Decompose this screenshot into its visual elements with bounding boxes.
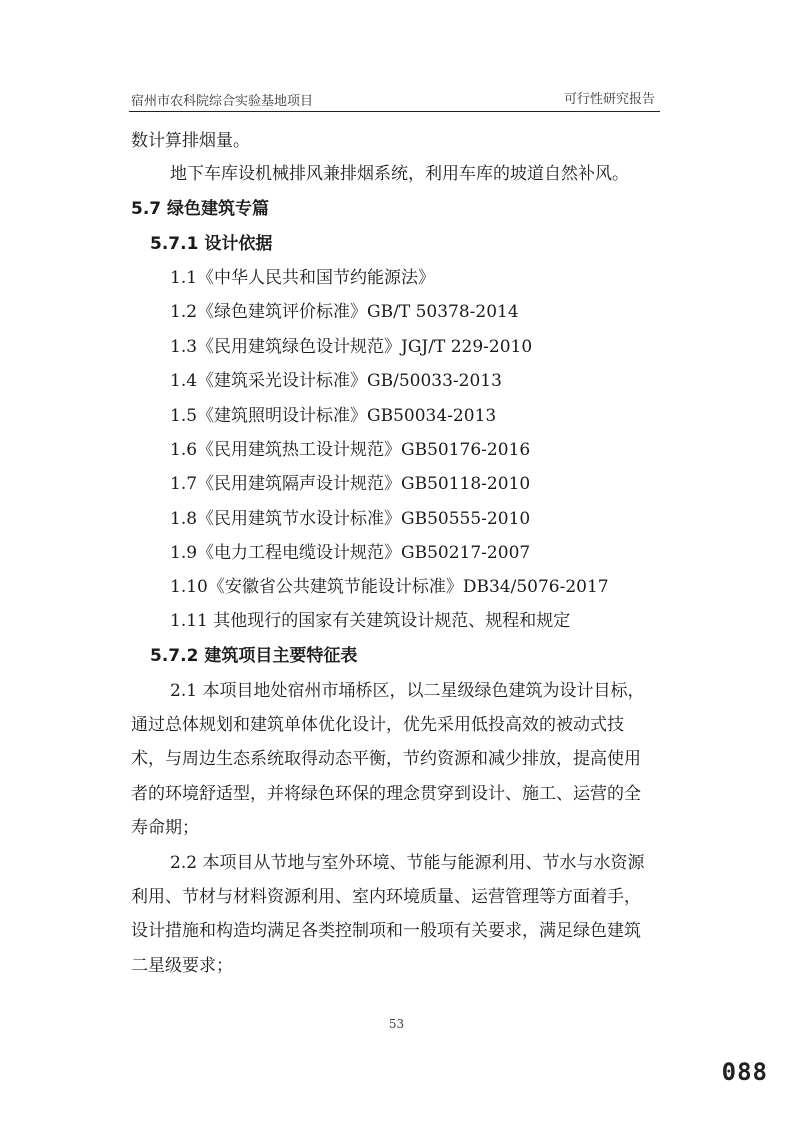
list-item: 1.11 其他现行的国家有关建筑设计规范、规程和规定	[170, 611, 571, 631]
list-item: 1.3《民用建筑绿色设计规范》JGJ/T 229-2010	[170, 337, 533, 357]
paragraph-line: 术，与周边生态系统取得动态平衡，节约资源和减少排放，提高使用	[131, 749, 641, 769]
list-item: 1.6《民用建筑热工设计规范》GB50176-2016	[170, 440, 531, 460]
paragraph-line: 者的环境舒适型，并将绿色环保的理念贯穿到设计、施工、运营的全	[131, 784, 641, 804]
list-item: 1.9《电力工程电缆设计规范》GB50217-2007	[170, 543, 531, 563]
subsection-heading: 5.7.1 设计依据	[150, 234, 273, 254]
list-item: 1.10《安徽省公共建筑节能设计标准》DB34/5076-2017	[170, 577, 609, 597]
paragraph-line: 2.1 本项目地处宿州市埇桥区，以二星级绿色建筑为设计目标，	[170, 681, 645, 701]
text-line: 数计算排烟量。	[131, 131, 250, 151]
list-item: 1.2《绿色建筑评价标准》GB/T 50378-2014	[170, 302, 519, 322]
paragraph-line: 寿命期；	[131, 818, 199, 838]
paragraph-line: 二星级要求；	[131, 956, 233, 976]
list-item: 1.5《建筑照明设计标准》GB50034-2013	[170, 406, 497, 426]
list-item: 1.4《建筑采光设计标准》GB/50033-2013	[170, 371, 502, 391]
header-project-title: 宿州市农科院综合实验基地项目	[131, 94, 314, 109]
list-item: 1.1《中华人民共和国节约能源法》	[170, 268, 436, 288]
page-stamp-number: 088	[721, 1058, 768, 1086]
paragraph-line: 利用、节材与材料资源利用、室内环境质量、运营管理等方面着手，	[131, 887, 641, 907]
paragraph-line: 设计措施和构造均满足各类控制项和一般项有关要求，满足绿色建筑	[131, 921, 641, 941]
page-number: 53	[388, 1017, 405, 1031]
paragraph-line: 通过总体规划和建筑单体优化设计，优先采用低投高效的被动式技	[131, 715, 624, 735]
header-report-type: 可行性研究报告	[563, 92, 655, 107]
paragraph-line: 2.2 本项目从节地与室外环境、节能与能源利用、节水与水资源	[170, 853, 645, 873]
subsection-heading: 5.7.2 建筑项目主要特征表	[150, 646, 358, 666]
list-item: 1.8《民用建筑节水设计标准》GB50555-2010	[170, 509, 531, 529]
list-item: 1.7《民用建筑隔声设计规范》GB50118-2010	[170, 474, 531, 494]
text-line: 地下车库设机械排风兼排烟系统，利用车库的坡道自然补风。	[170, 164, 629, 184]
section-heading: 5.7 绿色建筑专篇	[131, 199, 270, 219]
header-divider	[129, 111, 660, 112]
